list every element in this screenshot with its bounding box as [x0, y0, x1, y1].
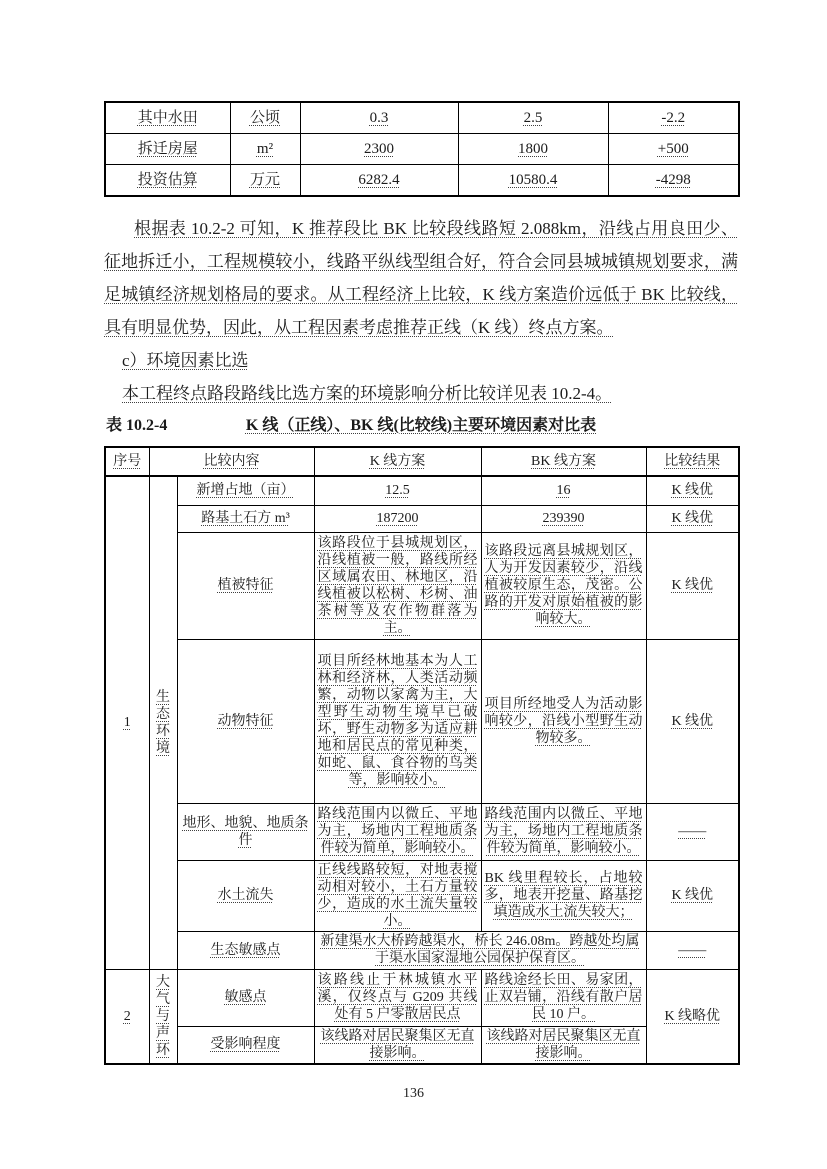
bk-cell: 项目所经地受人为活动影响较少，沿线小型野生动物较多。: [481, 639, 646, 803]
section-category-cell: 大 气 与 声 环: [149, 969, 177, 1064]
page-number: 136: [403, 1086, 424, 1101]
table-row: [105, 803, 739, 860]
k-cell: 项目所经林地基本为人工林和经济林，人类活动频繁，动物以家禽为主，大型野生动物生境早已破坏，野生动物多为适应耕地和居民点的常见种类，如蛇、鼠、食谷物的鸟类等，影响较小。: [314, 639, 481, 803]
bk-cell: BK 线里程较长，占地较多，地表开挖量、路基挖填造成水土流失较大；: [481, 860, 646, 931]
result-cell: K 线优: [646, 476, 739, 505]
unit-cell: 万元: [230, 165, 300, 197]
row-label-cell: 其中水田: [105, 102, 230, 134]
result-cell: K 线优: [646, 860, 739, 931]
bk-cell: 16: [481, 476, 646, 505]
k-cell: 187200: [314, 505, 481, 532]
table-row: [105, 505, 739, 532]
table-caption-title: K 线（正线）、BK 线(比较线)主要环境因素对比表: [245, 417, 597, 434]
k-cell: 12.5: [314, 476, 481, 505]
table-row: [105, 134, 739, 165]
table-row: [105, 969, 739, 1026]
item-cell: 动物特征: [177, 639, 314, 803]
k-cell: 路线范围内以微丘、平地为主，场地内工程地质条件较为简单，影响较小。: [314, 803, 481, 860]
result-cell: K 线略优: [646, 969, 739, 1064]
table-row: [105, 639, 739, 803]
section-category-cell: 生 态 环 境: [149, 476, 177, 969]
bk-cell: 该路段远离县城规划区，人为开发因素较少，沿线植被较原生态，茂密。公路的开发对原始植被的影响较大。: [481, 532, 646, 639]
k-value-cell: 0.3: [300, 102, 458, 134]
item-cell: 敏感点: [177, 969, 314, 1026]
bk-cell: 路线范围内以微丘、平地为主，场地内工程地质条件较为简单，影响较小。: [481, 803, 646, 860]
header-no: 序号: [105, 447, 149, 476]
header-result: 比较结果: [646, 447, 739, 476]
header-bk-plan: BK 线方案: [481, 447, 646, 476]
k-value-cell: 6282.4: [300, 165, 458, 197]
merged-kbk-cell: 新建渠水大桥跨越渠水，桥长 246.08m。跨越处均属于渠水国家湿地公园保护保育区。: [314, 931, 646, 969]
header-content: 比较内容: [149, 447, 314, 476]
result-cell: ——: [646, 803, 739, 860]
unit-cell: 公顷: [230, 102, 300, 134]
result-cell: K 线优: [646, 505, 739, 532]
k-cell: 该线路对居民聚集区无直接影响。: [314, 1026, 481, 1064]
item-cell: 植被特征: [177, 532, 314, 639]
table-row: [105, 102, 739, 134]
diff-value-cell: -4298: [608, 165, 739, 197]
environment-comparison-grid: [104, 446, 740, 1065]
table-row: [105, 165, 739, 197]
item-cell: 水土流失: [177, 860, 314, 931]
result-cell: K 线优: [646, 532, 739, 639]
bk-value-cell: 1800: [458, 134, 608, 165]
item-cell: 受影响程度: [177, 1026, 314, 1064]
table-caption: [104, 412, 738, 442]
result-cell: K 线优: [646, 639, 739, 803]
item-cell: 地形、地貌、地质条件: [177, 803, 314, 860]
k-cell: 该路线止于林城镇水平溪，仅终点与 G209 共线处有 5 户零散居民点: [314, 969, 481, 1026]
row-label-cell: 拆迁房屋: [105, 134, 230, 165]
cost-summary-table: [104, 101, 740, 197]
table-row: [105, 476, 739, 505]
diff-value-cell: -2.2: [608, 102, 739, 134]
bk-value-cell: 10580.4: [458, 165, 608, 197]
bk-cell: 该线路对居民聚集区无直接影响。: [481, 1026, 646, 1064]
item-cell: 新增占地（亩）: [177, 476, 314, 505]
cost-summary-table-grid: [104, 101, 740, 197]
environment-comparison-table: [104, 446, 740, 1065]
table-row: [105, 931, 739, 969]
conclusion-paragraph: 根据表 10.2-2 可知，K 推荐段比 BK 比较段线路短 2.088km，沿线占用良田少、征地拆迁小，工程规模较小，线路平纵线型组合好，符合会同县城城镇规划要求，满足城镇经济规划格局的要求。从工程经济上比较，K 线方案造价远低于 BK 比较线，具有明显优势，因此，从工程因素考虑推荐正线（K 线）终点方案。: [104, 219, 738, 337]
table-row: [105, 1026, 739, 1064]
k-cell: 该路段位于县城规划区，沿线植被一般，路线所经区域属农田、林地区，沿线植被以松树、杉树、油茶树等及农作物群落为主。: [314, 532, 481, 639]
bk-cell: 239390: [481, 505, 646, 532]
item-cell: 生态敏感点: [177, 931, 314, 969]
item-cell: 路基土石方 m³: [177, 505, 314, 532]
k-value-cell: 2300: [300, 134, 458, 165]
section-no-cell: 1: [105, 476, 149, 969]
row-label-cell: 投资估算: [105, 165, 230, 197]
diff-value-cell: +500: [608, 134, 739, 165]
body-text: [104, 212, 738, 442]
table-intro-line: 本工程终点路段路线比选方案的环境影响分析比较详见表 10.2-4。: [122, 384, 613, 403]
table-caption-number: 表 10.2-4: [106, 417, 168, 434]
k-cell: 正线线路较短，对地表搅动相对较小，土石方量较少，造成的水土流失量较小。: [314, 860, 481, 931]
header-k-plan: K 线方案: [314, 447, 481, 476]
section-no-cell: 2: [105, 969, 149, 1064]
table-row: [105, 532, 739, 639]
result-cell: ——: [646, 931, 739, 969]
bk-value-cell: 2.5: [458, 102, 608, 134]
unit-cell: m²: [230, 134, 300, 165]
header-row: [105, 447, 739, 476]
heading-environment-factors: c）环境因素比选: [122, 351, 249, 370]
bk-cell: 路线途经长田、易家团，止双岩铺，沿线有散户居民 10 户。: [481, 969, 646, 1026]
table-row: [105, 860, 739, 931]
